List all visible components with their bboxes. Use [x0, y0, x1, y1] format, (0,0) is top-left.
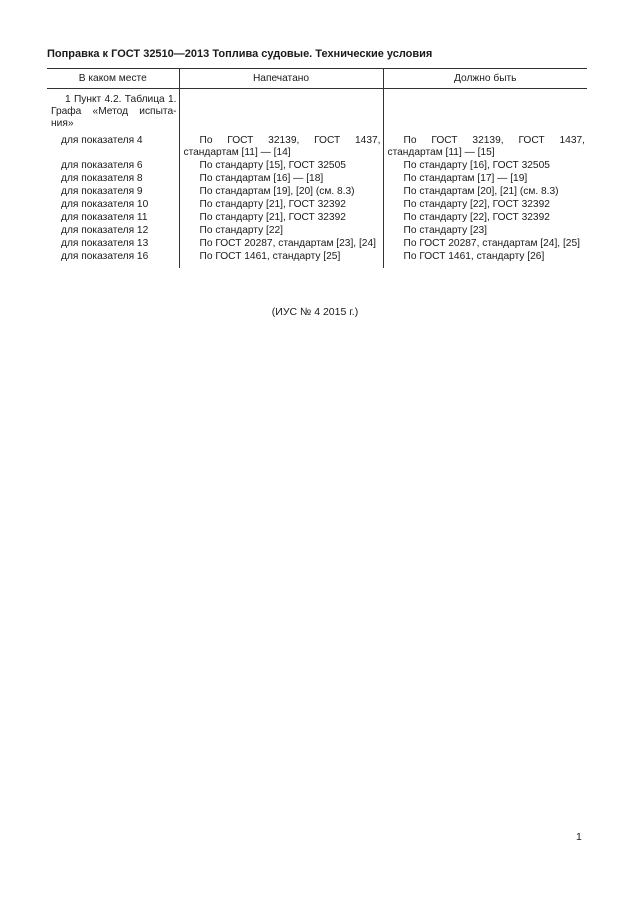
- cell-place: 1 Пункт 4.2. Таблица 1. Графа «Метод испыта-ния»: [51, 94, 177, 129]
- cell-should-be: По стандарту [16], ГОСТ 32505: [383, 160, 587, 173]
- cell-place: для показателя 11: [61, 212, 148, 223]
- cell-should-be: По стандартам [20], [21] (см. 8.3): [383, 186, 587, 199]
- cell-should-be: [383, 89, 587, 132]
- cell-printed: По ГОСТ 32139, ГОСТ 1437, стандартам [11] — [14]: [179, 131, 383, 160]
- table-header-row: [47, 69, 587, 89]
- table-row: [47, 225, 587, 238]
- table-row: [47, 186, 587, 199]
- cell-printed: [179, 89, 383, 132]
- cell-should-be: По стандартам [17] — [19]: [383, 173, 587, 186]
- cell-should-be: По ГОСТ 32139, ГОСТ 1437, стандартам [11] — [15]: [383, 131, 587, 160]
- cell-should-be: По стандарту [23]: [383, 225, 587, 238]
- header-place: В каком месте: [47, 69, 179, 89]
- cell-place: для показателя 10: [61, 199, 149, 210]
- cell-place: для показателя 12: [61, 225, 149, 236]
- table-row: [47, 199, 587, 212]
- header-should-be: Должно быть: [383, 69, 587, 89]
- cell-should-be: По ГОСТ 1461, стандарту [26]: [383, 251, 587, 268]
- cell-printed: По стандарту [21], ГОСТ 32392: [179, 212, 383, 225]
- footnote-ius: (ИУС № 4 2015 г.): [271, 306, 359, 318]
- cell-should-be: По ГОСТ 20287, стандартам [24], [25]: [383, 238, 587, 251]
- cell-printed: По стандартам [16] — [18]: [179, 173, 383, 186]
- cell-printed: По стандартам [19], [20] (см. 8.3): [179, 186, 383, 199]
- table-row: [47, 251, 587, 268]
- table-row: [47, 212, 587, 225]
- page-number: 1: [576, 831, 582, 843]
- cell-place: для показателя 6: [61, 160, 143, 171]
- cell-place: для показателя 13: [61, 238, 149, 249]
- table-row: [47, 131, 587, 160]
- cell-printed: По стандарту [21], ГОСТ 32392: [179, 199, 383, 212]
- cell-printed: По ГОСТ 20287, стандартам [23], [24]: [179, 238, 383, 251]
- document-title: Поправка к ГОСТ 32510—2013 Топлива судовые. Технические условия: [47, 48, 433, 60]
- table-row: [47, 173, 587, 186]
- cell-should-be: По стандарту [22], ГОСТ 32392: [383, 199, 587, 212]
- cell-printed: По ГОСТ 1461, стандарту [25]: [179, 251, 383, 268]
- table-row: [47, 160, 587, 173]
- cell-place: для показателя 16: [61, 251, 149, 262]
- cell-place: для показателя 8: [61, 173, 143, 184]
- cell-should-be: По стандарту [22], ГОСТ 32392: [383, 212, 587, 225]
- cell-printed: По стандарту [15], ГОСТ 32505: [179, 160, 383, 173]
- cell-place: для показателя 4: [61, 135, 143, 146]
- header-printed: Напечатано: [179, 69, 383, 89]
- table-row: [47, 238, 587, 251]
- table-row: [47, 89, 587, 132]
- cell-printed: По стандарту [22]: [179, 225, 383, 238]
- cell-place: для показателя 9: [61, 186, 143, 197]
- amendment-table: [47, 68, 587, 268]
